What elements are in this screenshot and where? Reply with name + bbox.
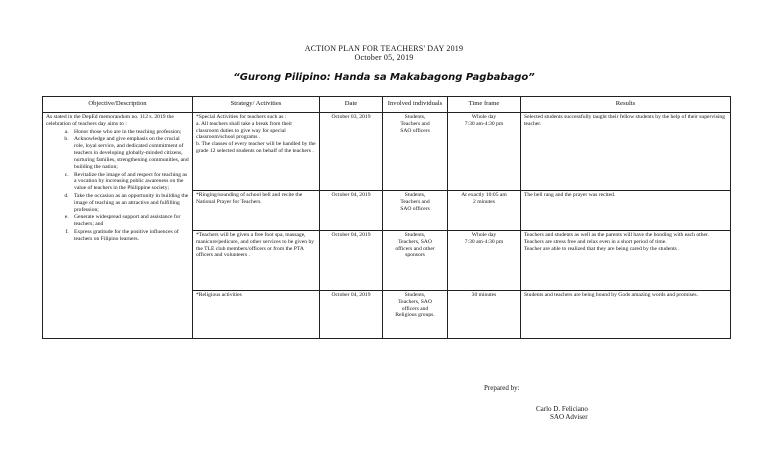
date-cell: October 04, 2019 bbox=[320, 291, 383, 339]
time-frame-cell: At exactly 10:05 am 2 minutes bbox=[448, 191, 521, 231]
results-cell: Teachers and students as well as the parents will have the bonding with each other. Teachers are stress free and relax even in a short period of time. Teacher are able to realized that they are being cared by the students . bbox=[521, 231, 731, 291]
objective-cell bbox=[43, 113, 193, 339]
signatory-role: SAO Adviser bbox=[550, 413, 588, 421]
strategy-cell: *Ringing/sounding of school bell and recite the National Prayer for Teachers. bbox=[193, 191, 320, 231]
strategy-cell: *Special Activities for teachers such as : a. All teachers shall take a break from their classroom duties to give way for special classroom/school programs . b. The classes of every teacher will be handled by the grade 12 selected students on behalf of the teachers . bbox=[193, 113, 320, 191]
column-header-objective: Objective/Description bbox=[43, 97, 193, 113]
strategy-cell: *Religious activities bbox=[193, 291, 320, 339]
column-header-strategy: Strategy/ Activities bbox=[193, 97, 320, 113]
signatory-name: Carlo D. Feliciano bbox=[536, 405, 588, 413]
results-cell: The bell rang and the prayer was recited. bbox=[521, 191, 731, 231]
time-frame-cell: Whole day 7:30 am-4:30 pm bbox=[448, 113, 521, 191]
table-row bbox=[43, 113, 731, 191]
prepared-by-label: Prepared by: bbox=[484, 384, 520, 392]
list-item: c. Revitalize the image of and respect for teaching as a vocation by increasing public awareness on the value of teachers in the Philippine society; bbox=[70, 172, 189, 192]
strategy-cell: *Teachers will be given a free foot spa, massage, manicure/pedicure, and other services to be given by the TLE club members/officers or from the PTA officers and volunteers . bbox=[193, 231, 320, 291]
involved-cell: Students, Teachers and SAO officers bbox=[383, 113, 448, 191]
column-header-date: Date bbox=[320, 97, 383, 113]
date-cell: October 04, 2019 bbox=[320, 191, 383, 231]
document-date: October 05, 2019 bbox=[354, 53, 414, 62]
results-cell: Selected students successfully taught their fellow students by the help of their supervising teacher. bbox=[521, 113, 731, 191]
list-item: b. Acknowledge and give emphasis on the crucial role, loyal service, and dedicated commitment of teachers in developing globally-minded citizens, nurturing families, strengthening communities, and building the nation; bbox=[70, 136, 189, 170]
list-item: a. Honor those who are in the teaching profession; bbox=[70, 129, 189, 136]
table-header-row bbox=[43, 97, 731, 113]
objective-list bbox=[46, 129, 189, 243]
action-plan-table bbox=[42, 96, 731, 339]
theme-title: “Gurong Pilipino: Handa sa Makabagong Pagbabago” bbox=[233, 72, 535, 83]
objective-intro: As stated in the DepEd memorandum no. 112 s. 2019 the celebration of teachers day aims to : bbox=[46, 114, 174, 127]
column-header-involved: Involved individuals bbox=[383, 97, 448, 113]
time-frame-cell: 30 minutes bbox=[448, 291, 521, 339]
results-cell: Students and teachers are being bound by Gods amazing words and promises. bbox=[521, 291, 731, 339]
list-item: e. Generate widespread support and assistance for teachers; and bbox=[70, 214, 189, 228]
involved-cell: Students, Teachers and SAO officers bbox=[383, 191, 448, 231]
involved-cell: Students, Teachers, SAO officers and Religious groups. bbox=[383, 291, 448, 339]
list-item: d. Take the occasion as an opportunity in building the image of teaching as an attractive and fulfilling profession; bbox=[70, 193, 189, 213]
column-header-time-frame: Time frame bbox=[448, 97, 521, 113]
time-frame-cell: Whole day 7:30 am-4:30 pm bbox=[448, 231, 521, 291]
document-title: ACTION PLAN FOR TEACHERS' DAY 2019 bbox=[304, 44, 464, 53]
involved-cell: Students, Teachers, SAO officers and other sponsors bbox=[383, 231, 448, 291]
date-cell: October 03, 2019 bbox=[320, 113, 383, 191]
date-cell: October 04, 2019 bbox=[320, 231, 383, 291]
column-header-results: Results bbox=[521, 97, 731, 113]
list-item: f. Express gratitude for the positive influences of teachers on Filipino learners. bbox=[70, 229, 189, 243]
